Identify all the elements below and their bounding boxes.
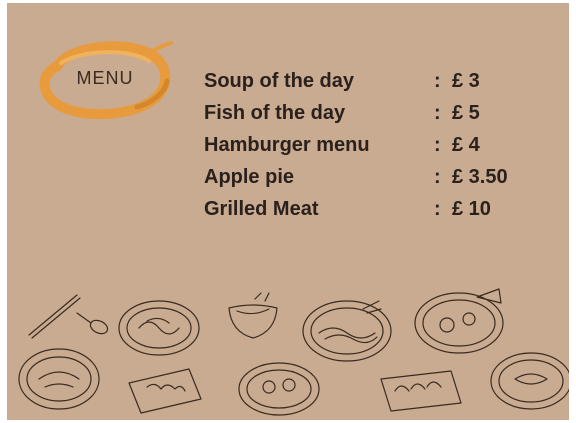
chopsticks-and-spoon-icon	[29, 295, 110, 338]
menu-list	[204, 65, 564, 225]
dumpling-plate-icon	[381, 371, 461, 411]
ramen-bowl-icon	[415, 289, 503, 353]
menu-item	[204, 193, 564, 225]
menu-item-price: £ 3.50	[452, 166, 508, 188]
menu-item	[204, 65, 564, 97]
cup-icon	[229, 293, 277, 338]
menu-item-name: Hamburger menu	[204, 134, 370, 156]
menu-item-price: £ 3	[452, 70, 480, 92]
noodle-bowl-icon	[303, 301, 391, 361]
menu-item-price: £ 10	[452, 198, 491, 220]
menu-logo	[37, 37, 173, 119]
menu-item-separator: :	[434, 166, 441, 188]
dish-icon	[491, 353, 569, 409]
menu-item-separator: :	[434, 198, 441, 220]
menu-item-name: Grilled Meat	[204, 198, 319, 220]
menu-item-price: £ 4	[452, 134, 480, 156]
menu-item	[204, 129, 564, 161]
salad-bowl-icon	[239, 363, 319, 415]
menu-item-name: Fish of the day	[204, 102, 346, 124]
menu-item-price: £ 5	[452, 102, 480, 124]
menu-item-name: Soup of the day	[204, 70, 354, 92]
menu-logo-label: MENU	[76, 67, 134, 88]
menu-item-separator: :	[434, 134, 441, 156]
bowl-icon	[119, 301, 199, 355]
soup-bowl-icon	[19, 349, 99, 409]
menu-item-name: Apple pie	[204, 166, 295, 188]
menu-item-separator: :	[434, 102, 441, 124]
sushi-plate-icon	[129, 369, 201, 413]
menu-item	[204, 161, 564, 193]
food-illustrations	[7, 283, 569, 420]
menu-item-separator: :	[434, 70, 441, 92]
menu-board	[7, 3, 569, 420]
menu-item	[204, 97, 564, 129]
